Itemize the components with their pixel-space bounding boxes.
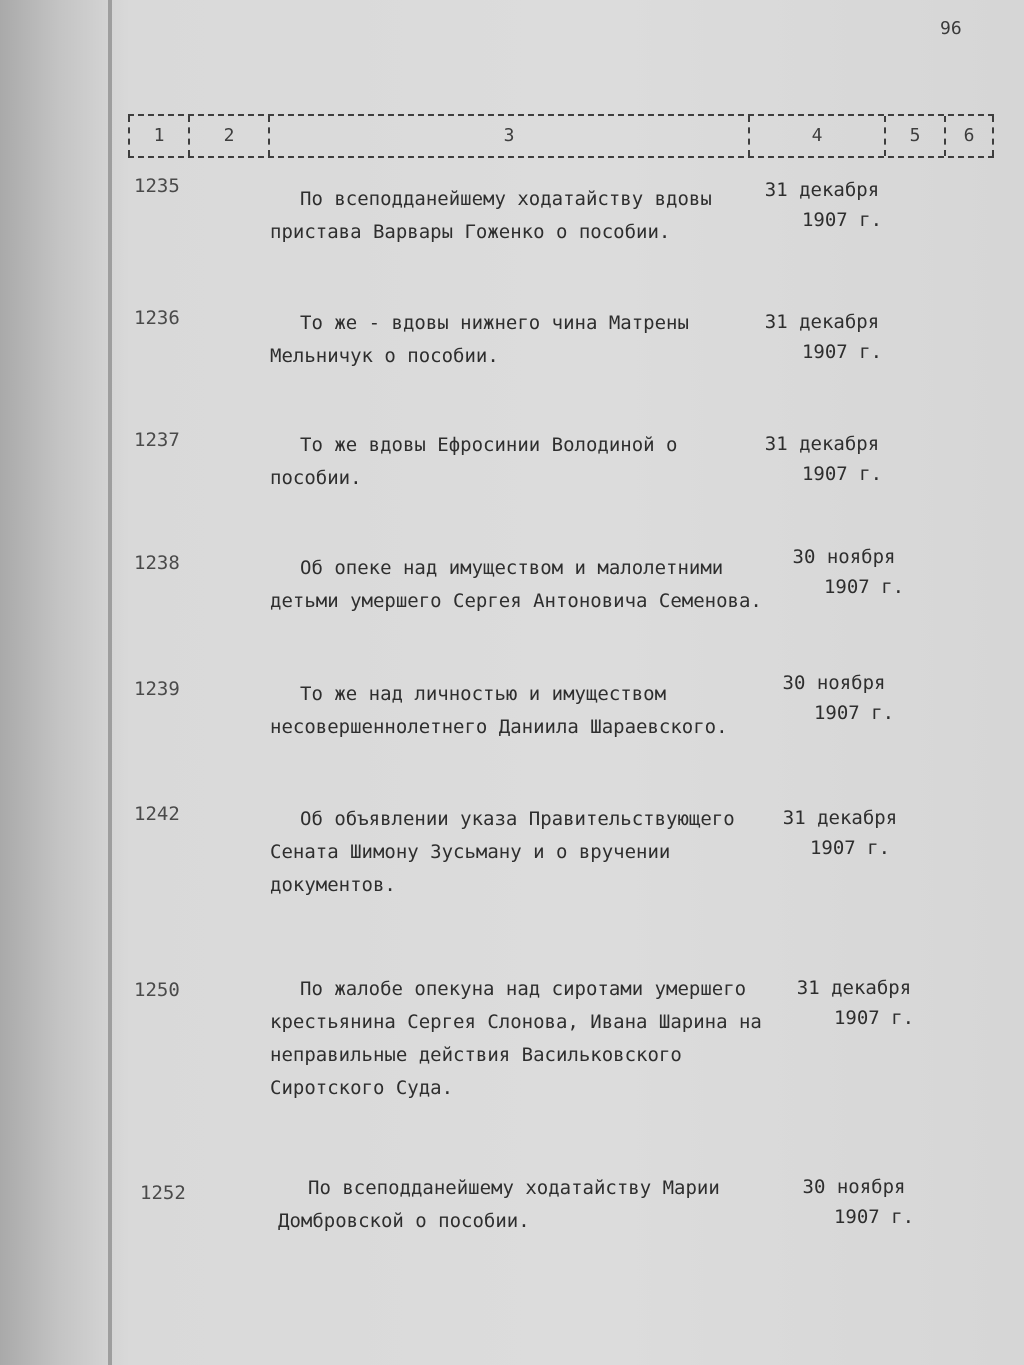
entry-description: То же - вдовы нижнего чина Матрены Мельничук о пособии. <box>270 312 689 367</box>
entry-date-year: 1907 г. <box>809 837 891 859</box>
entry-date-year: 1907 г. <box>801 463 883 485</box>
entry-date-year: 1907 г. <box>833 1206 915 1228</box>
entry-date-day: 31 декабря <box>764 179 880 201</box>
entry-date-year: 1907 г. <box>813 702 895 724</box>
entry-date-year: 1907 г. <box>801 209 883 231</box>
column-header-row <box>128 114 994 158</box>
entry-date <box>784 973 924 1033</box>
entry-date-year: 1907 г. <box>833 1007 915 1029</box>
entry-number: 1242 <box>134 803 180 825</box>
entry-date-day: 30 ноября <box>792 546 896 568</box>
entry-description: По всеподданейшему ходатайству вдовы пристава Варвары Гоженко о пособии. <box>270 188 712 243</box>
column-header-3: 3 <box>268 116 748 156</box>
page-number: 96 <box>940 18 962 39</box>
entry-number: 1237 <box>134 429 180 451</box>
entry-description: По всеподданейшему ходатайству Марии Домбровской о пособии. <box>278 1177 720 1232</box>
binding-gutter <box>108 0 112 1365</box>
entry-description: Об опеке над имуществом и малолетними детьми умершего Сергея Антоновича Семенова. <box>270 557 762 612</box>
entry-date <box>774 542 914 602</box>
entry-description: Об объявлении указа Правительствующего Сената Шимону Зусьману и о вручении документов. <box>270 808 735 896</box>
entry-date-day: 31 декабря <box>782 807 898 829</box>
entry-description: То же вдовы Ефросинии Володиной о пособии. <box>270 434 678 489</box>
column-header-1: 1 <box>128 116 188 156</box>
entry-number: 1238 <box>134 552 180 574</box>
entry-date-year: 1907 г. <box>801 341 883 363</box>
entry-date-day: 30 ноября <box>802 1176 906 1198</box>
entry-date-year: 1907 г. <box>823 576 905 598</box>
entry-date-day: 31 декабря <box>764 433 880 455</box>
entry-date <box>752 307 892 367</box>
column-header-4: 4 <box>748 116 884 156</box>
entry-date <box>770 803 910 863</box>
entry-description: То же над личностью и имуществом несовершеннолетнего Даниила Шараевского. <box>270 683 728 738</box>
entry-date-day: 30 ноября <box>782 672 886 694</box>
entry-number: 1252 <box>140 1182 186 1204</box>
column-header-2: 2 <box>188 116 268 156</box>
entry-date <box>764 668 904 728</box>
entry-number: 1235 <box>134 175 180 197</box>
entry-number: 1239 <box>134 678 180 700</box>
entry-date <box>752 175 892 235</box>
entry-date <box>752 429 892 489</box>
entry-date <box>784 1172 924 1232</box>
entry-date-day: 31 декабря <box>796 977 912 999</box>
entry-description: По жалобе опекуна над сиротами умершего крестьянина Сергея Слонова, Ивана Шарина на неправильные действия Васильковского Сиротского Суда. <box>270 978 762 1099</box>
entry-number: 1250 <box>134 979 180 1001</box>
entry-number: 1236 <box>134 307 180 329</box>
column-header-5: 5 <box>884 116 944 156</box>
column-header-6: 6 <box>944 116 994 156</box>
entry-date-day: 31 декабря <box>764 311 880 333</box>
